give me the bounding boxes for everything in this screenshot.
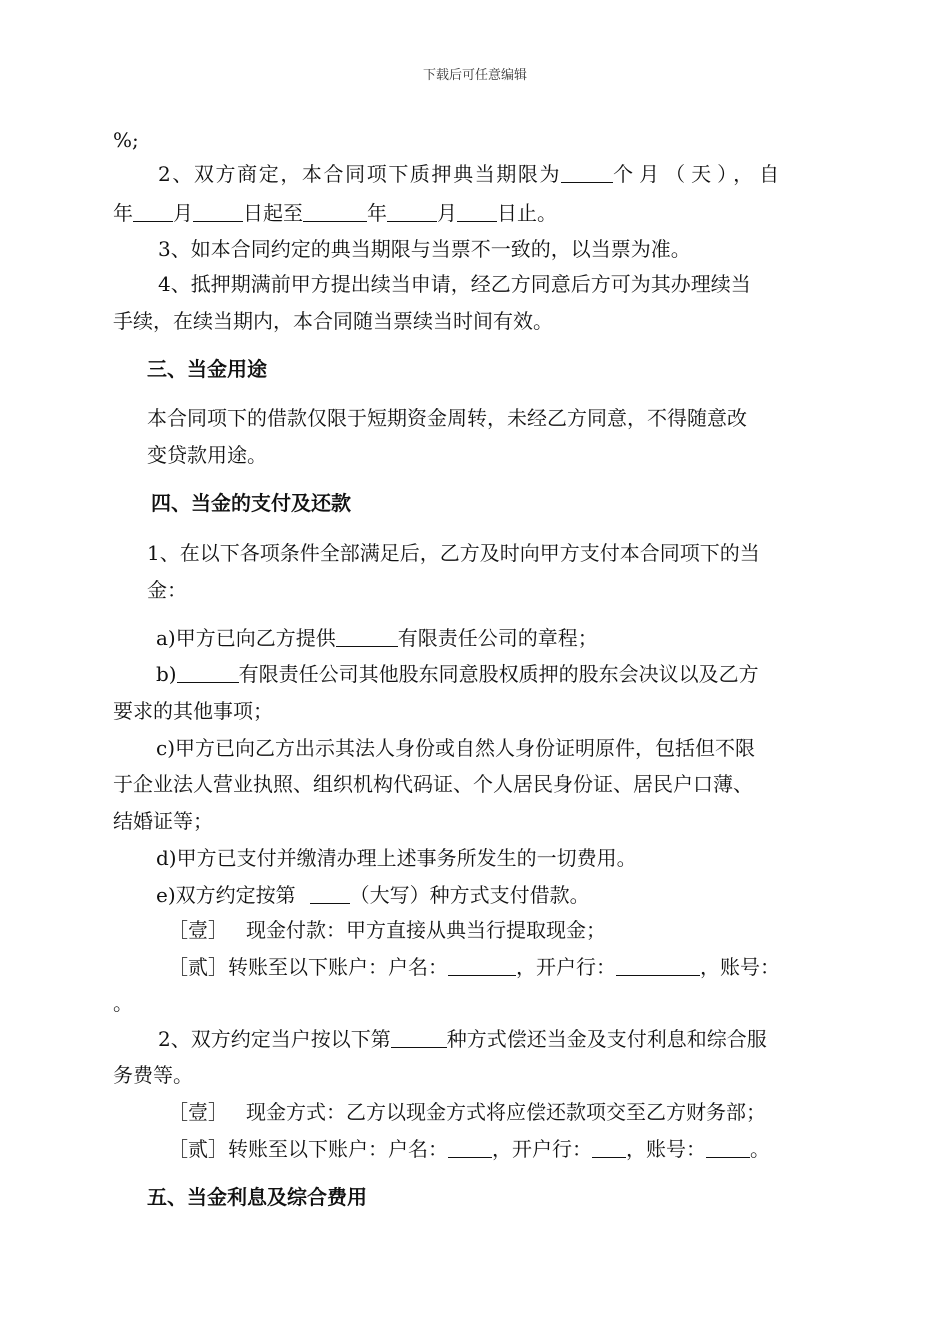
blank-field — [457, 201, 497, 222]
text-line: a)甲方已向乙方提供 有限责任公司的章程； — [156, 626, 598, 650]
text-line: ［壹］ 现金方式：乙方以现金方式将应偿还款项交至乙方财务部； — [168, 1100, 766, 1124]
text-line: 4、抵押期满前甲方提出续当申请，经乙方同意后方可为其办理续当 — [158, 272, 751, 296]
blank-field — [448, 955, 516, 976]
text-line: b) 有限责任公司其他股东同意股权质押的股东会决议以及乙方 — [156, 662, 759, 686]
text-line: ［贰］转账至以下账户：户名： ，开户行： ，账号： — [168, 955, 780, 979]
text-line: %; — [113, 128, 139, 152]
text-line: 手续，在续当期内，本合同随当票续当时间有效。 — [113, 309, 553, 333]
text-line: 2、双方约定当户按以下第 种方式偿还当金及支付利息和综合服 — [158, 1027, 767, 1051]
text-line: 务费等。 — [113, 1063, 193, 1087]
text-line: 本合同项下的借款仅限于短期资金周转，未经乙方同意，不得随意改 — [147, 406, 747, 430]
blank-field — [387, 201, 437, 222]
page-header: 下载后可任意编辑 — [422, 68, 527, 83]
section-heading: 五、当金利息及综合费用 — [147, 1185, 367, 1209]
section-heading: 三、当金用途 — [147, 357, 267, 381]
text-line: 要求的其他事项； — [113, 699, 273, 723]
blank-field — [592, 1137, 626, 1158]
text-line: ［壹］ 现金付款：甲方直接从典当行提取现金； — [168, 918, 606, 942]
text-line: 于企业法人营业执照、组织机构代码证、个人居民身份证、居民户口薄、 — [113, 772, 753, 796]
text-line: 结婚证等； — [113, 809, 213, 833]
text-line: d)甲方已支付并缴清办理上述事务所发生的一切费用。 — [156, 846, 637, 870]
text-line: e)双方约定按第 （大写）种方式支付借款。 — [156, 883, 590, 907]
blank-field — [310, 883, 350, 904]
blank-field — [706, 1137, 750, 1158]
text-line: 1、在以下各项条件全部满足后，乙方及时向甲方支付本合同项下的当 — [147, 541, 760, 565]
blank-field — [303, 201, 367, 222]
blank-field — [448, 1137, 492, 1158]
blank-field — [193, 201, 243, 222]
text-line: 2、双方商定，本合同项下质押典当期限为 个月（天），自 — [158, 162, 786, 186]
text-line: 。 — [113, 991, 133, 1015]
blank-field — [133, 201, 173, 222]
section-heading: 四、当金的支付及还款 — [151, 491, 351, 515]
blank-field — [177, 662, 239, 683]
blank-field — [561, 162, 613, 183]
blank-field — [616, 955, 700, 976]
text-line: 3、如本合同约定的典当期限与当票不一致的，以当票为准。 — [158, 237, 691, 261]
blank-field — [391, 1027, 447, 1048]
blank-field — [336, 626, 398, 647]
text-line: 年 月 日起至 年 月 日止。 — [113, 201, 557, 225]
text-line: 变贷款用途。 — [147, 443, 267, 467]
text-line: 金： — [147, 578, 187, 602]
text-line: c)甲方已向乙方出示其法人身份或自然人身份证明原件，包括但不限 — [156, 736, 756, 760]
text-line: ［贰］转账至以下账户：户名： ，开户行： ，账号： 。 — [168, 1137, 770, 1161]
